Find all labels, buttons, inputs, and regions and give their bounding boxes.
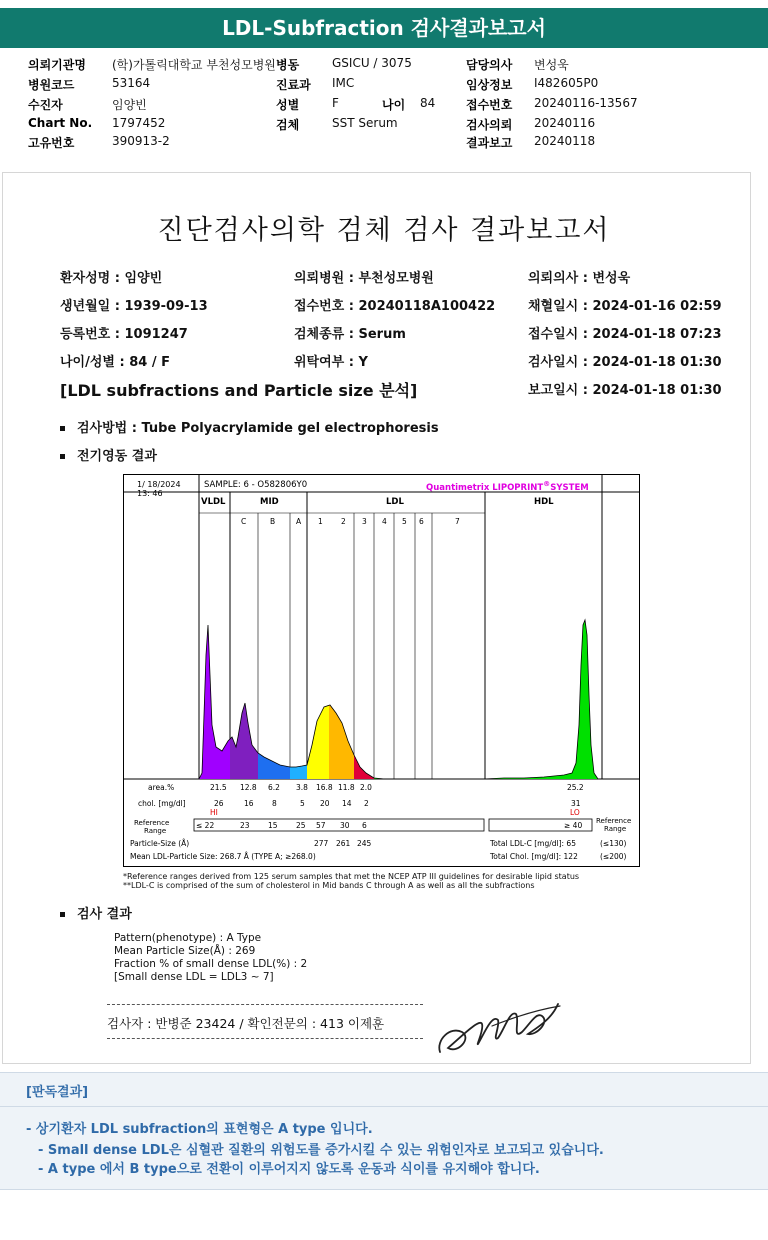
age-sex: 나이/성별 : 84 / F [60, 355, 171, 370]
reference-value: 57 [316, 821, 326, 830]
header-value: F [332, 96, 339, 110]
area-value: 12.8 [240, 783, 257, 792]
chol-value: 8 [272, 799, 277, 808]
hdl-reference-value: ≥ 40 [564, 821, 583, 830]
area-value: 6.2 [268, 783, 280, 792]
header-key: 고유번호 [28, 136, 75, 150]
area-value: 16.8 [316, 783, 333, 792]
chart-date: 1/ 18/2024 [137, 480, 181, 489]
header-value: 1797452 [112, 116, 166, 130]
area-value: 11.8 [338, 783, 355, 792]
total-chol-reference: (≤200) [600, 852, 627, 861]
registered-mark: ® [543, 479, 551, 488]
row-label-reference: Reference [134, 819, 170, 827]
band-fill [354, 755, 374, 779]
panel-divider [0, 1106, 768, 1107]
requesting-hospital: 의뢰병원 : 부천성모병원 [294, 271, 434, 286]
band-label: C [241, 517, 247, 526]
band-label: 5 [402, 517, 407, 526]
band-label: 4 [382, 517, 387, 526]
area-value: 3.8 [296, 783, 308, 792]
region-label-ldl: LDL [386, 497, 404, 507]
flag-high: HI [210, 808, 218, 817]
chol-value: 5 [300, 799, 305, 808]
electrophoresis-bullet [60, 445, 157, 464]
reference-value: 30 [340, 821, 350, 830]
region-label-vldl: VLDL [201, 497, 226, 507]
header-value: 20240116 [534, 116, 596, 130]
outsourced: 위탁여부 : Y [294, 355, 368, 370]
header-key: 검사의뢰 [466, 118, 513, 132]
brand-name: Quantimetrix LIPOPRINT [426, 482, 544, 493]
reference-box-ldl [194, 819, 484, 831]
result-small-dense-definition: [Small dense LDL = LDL3 ~ 7] [114, 971, 274, 983]
registration-number: 등록번호 : 1091247 [60, 327, 188, 342]
row-label-particle-size: Particle-Size (Å) [130, 839, 190, 848]
collection-datetime: 채혈일시 : 2024-01-16 02:59 [528, 299, 722, 314]
lipoprint-chart [123, 474, 640, 867]
electrophoresis-heading: 전기영동 결과 [77, 449, 157, 464]
result-heading: 검사 결과 [77, 907, 132, 922]
total-ldl-reference: (≤130) [600, 839, 627, 848]
area-value: 21.5 [210, 783, 227, 792]
band-fill [199, 625, 230, 779]
row-label-range: Range [144, 827, 167, 835]
header-value: SST Serum [332, 116, 398, 130]
band-label: 1 [318, 517, 323, 526]
brand-suffix: SYSTEM [550, 482, 589, 493]
result-pattern: Pattern(phenotype) : A Type [114, 932, 262, 944]
reference-value: 23 [240, 821, 250, 830]
signature-text: 검사자 : 반병준 23424 / 확인전문의 : 413 이제훈 [107, 1016, 385, 1031]
receipt-datetime: 접수일시 : 2024-01-18 07:23 [528, 327, 722, 342]
range-label-right: Range [604, 825, 627, 833]
particle-size-value: 245 [357, 839, 372, 848]
chart-time: 13: 46 [137, 489, 163, 498]
result-bullet [60, 903, 132, 922]
reference-value: 6 [362, 821, 367, 830]
method-bullet [60, 417, 439, 436]
particle-size-value: 261 [336, 839, 351, 848]
interpretation-line: - Small dense LDL은 심혈관 질환의 위험도를 증가시킬 수 있는 위험인자로 보고되고 있습니다. [38, 1143, 604, 1158]
reference-value: 25 [296, 821, 306, 830]
interpretation-line: - 상기환자 LDL subfraction의 표현형은 A type 입니다. [26, 1122, 373, 1137]
chol-value: 20 [320, 799, 330, 808]
flag-low: LO [570, 808, 580, 817]
band-fill [329, 705, 354, 779]
header-value: (학)가톨릭대학교 부천성모병원 [112, 58, 276, 72]
header-key: 수진자 [28, 98, 63, 112]
specimen-type: 검체종류 : Serum [294, 327, 406, 342]
header-key: 접수번호 [466, 98, 513, 112]
header-value: 임양빈 [112, 98, 147, 112]
interpretation-line: - A type 에서 B type으로 전환이 이루어지지 않도록 운동과 식이를 유지해야 합니다. [38, 1162, 540, 1177]
header-value: 53164 [112, 76, 151, 90]
report-title-bar: LDL-Subfraction 검사결과보고서 [0, 8, 768, 48]
header-key: 결과보고 [466, 136, 513, 150]
header-value: IMC [332, 76, 355, 90]
band-label: 7 [455, 517, 460, 526]
footnote-ldl: **LDL-C is comprised of the sum of cholesterol in Mid bands C through A as well as all the subfractions [123, 881, 535, 890]
header-value: I482605P0 [534, 76, 599, 90]
chol-value: 2 [364, 799, 369, 808]
electrophoresis-plot [124, 475, 639, 866]
row-label-area: area.% [148, 783, 175, 792]
total-chol: Total Chol. [mg/dl]: 122 [490, 852, 578, 861]
signature-divider-top [107, 1004, 423, 1005]
region-label-mid: MID [260, 497, 279, 507]
header-value: GSICU / 3075 [332, 56, 412, 70]
receipt-number: 접수번호 : 20240118A100422 [294, 299, 496, 314]
header-info [0, 52, 768, 152]
header-key: 나이 [382, 98, 406, 112]
section-heading: [LDL subfractions and Particle size 분석] [60, 381, 418, 400]
band-label: A [296, 517, 302, 526]
hdl-chol-value: 31 [571, 799, 581, 808]
chol-value: 26 [214, 799, 224, 808]
test-datetime: 검사일시 : 2024-01-18 01:30 [528, 355, 722, 370]
chol-value: 16 [244, 799, 254, 808]
header-value: 84 [420, 96, 436, 110]
bullet-icon [60, 454, 65, 459]
signature-divider-bottom [107, 1038, 423, 1039]
bullet-icon [60, 912, 65, 917]
requesting-doctor: 의뢰의사 : 변성욱 [528, 271, 631, 286]
band-fill [230, 703, 258, 779]
reference-value: 15 [268, 821, 278, 830]
band-label: B [270, 517, 276, 526]
reference-value: ≤ 22 [196, 821, 215, 830]
header-key: 성별 [276, 98, 300, 112]
method-text: 검사방법 : Tube Polyacrylamide gel electrophoresis [77, 421, 439, 436]
header-key: 담당의사 [466, 58, 513, 72]
header-key: 의뢰기관명 [28, 58, 86, 72]
hdl-area-value: 25.2 [567, 783, 584, 792]
bullet-icon [60, 426, 65, 431]
sample-id: SAMPLE: 6 - O582806Y0 [204, 480, 308, 490]
row-label-chol: chol. [mg/dl] [138, 799, 186, 808]
birth-date: 생년월일 : 1939-09-13 [60, 299, 208, 314]
band-fill [374, 620, 602, 779]
footnote-reference: *Reference ranges derived from 125 serum samples that met the NCEP ATP III guidelines for desirable lipid status [123, 872, 580, 881]
header-value: 20240118 [534, 134, 596, 148]
reference-label-right: Reference [596, 817, 632, 825]
interpretation-label: [판독결과] [26, 1085, 89, 1100]
band-label: 6 [419, 517, 424, 526]
header-key: Chart No. [28, 116, 93, 130]
region-label-hdl: HDL [534, 497, 554, 507]
header-key: 병동 [276, 58, 300, 72]
header-value: 변성욱 [534, 58, 569, 72]
total-ldl: Total LDL-C [mg/dl]: 65 [490, 839, 576, 848]
document-title: 진단검사의학 검체 검사 결과보고서 [157, 215, 611, 246]
band-fill [307, 705, 329, 779]
report-datetime: 보고일시 : 2024-01-18 01:30 [528, 383, 722, 398]
header-key: 병원코드 [28, 78, 75, 92]
header-value: 20240116-13567 [534, 96, 638, 110]
band-label: 3 [362, 517, 367, 526]
handwritten-signature [432, 996, 564, 1060]
header-value: 390913-2 [112, 134, 170, 148]
header-key: 진료과 [276, 78, 311, 92]
area-value: 2.0 [360, 783, 372, 792]
result-small-dense-fraction: Fraction % of small dense LDL(%) : 2 [114, 958, 308, 970]
mean-particle-size: Mean LDL-Particle Size: 268.7 Å (TYPE A; ≥268.0) [130, 852, 316, 861]
header-key: 임상정보 [466, 78, 513, 92]
band-label: 2 [341, 517, 346, 526]
result-particle-size: Mean Particle Size(Å) : 269 [114, 945, 256, 957]
chol-value: 14 [342, 799, 352, 808]
particle-size-value: 277 [314, 839, 329, 848]
result-summary [114, 932, 307, 984]
header-key: 검체 [276, 118, 300, 132]
patient-name: 환자성명 : 임양빈 [60, 271, 163, 286]
